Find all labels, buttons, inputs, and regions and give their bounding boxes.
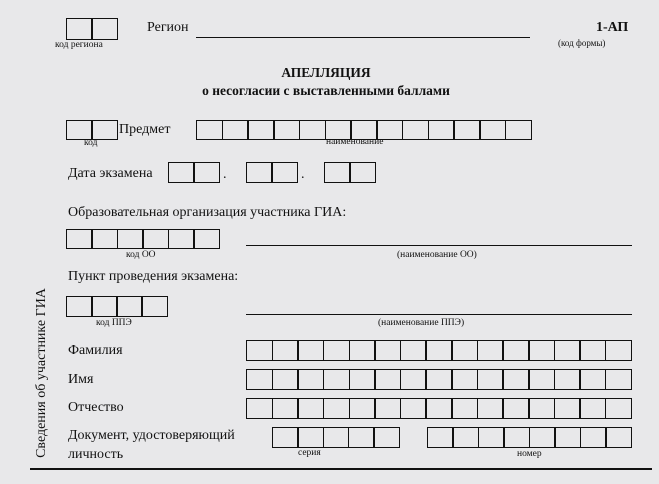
patronymic-cell[interactable] (451, 398, 478, 419)
organization-label: Образовательная организация участника ГИА: (68, 205, 347, 220)
name-cell[interactable] (323, 369, 350, 390)
surname-cell[interactable] (246, 340, 273, 361)
subject-code-caption: код (84, 138, 98, 148)
exam-point-label: Пункт проведения экзамена: (68, 269, 239, 284)
subject-name-cell[interactable] (273, 120, 300, 140)
name-label: Имя (68, 372, 94, 387)
name-cell[interactable] (425, 369, 452, 390)
page-subtitle: о несогласии с выставленными баллами (202, 83, 450, 98)
surname-cell[interactable] (297, 340, 324, 361)
region-code-caption: код региона (55, 40, 103, 50)
document-label-line2: личность (68, 447, 124, 462)
subject-name-cell[interactable] (479, 120, 506, 140)
region-code-cell[interactable] (66, 18, 93, 40)
document-number-cell[interactable] (580, 427, 607, 448)
subject-name-cell[interactable] (453, 120, 480, 140)
exam-point-code-cell[interactable] (116, 296, 143, 317)
document-number-cell[interactable] (503, 427, 530, 448)
form-code: 1-АП (596, 20, 629, 35)
exam-month-cell[interactable] (246, 162, 273, 183)
exam-day-cell[interactable] (193, 162, 220, 183)
exam-date-label: Дата экзамена (68, 166, 153, 181)
organization-name-caption: (наименование ОО) (397, 250, 477, 260)
name-cell[interactable] (374, 369, 401, 390)
bottom-divider (30, 468, 652, 470)
exam-point-name-line[interactable] (246, 314, 632, 315)
document-label-line1: Документ, удостоверяющий (68, 428, 235, 443)
document-series-cell[interactable] (297, 427, 324, 448)
name-cell[interactable] (605, 369, 632, 390)
patronymic-cell[interactable] (579, 398, 606, 419)
exam-month-cells[interactable] (246, 162, 298, 183)
organization-code-cell[interactable] (117, 229, 144, 249)
region-code-cell[interactable] (91, 18, 118, 40)
patronymic-cell[interactable] (477, 398, 504, 419)
name-cell[interactable] (297, 369, 324, 390)
document-number-cell[interactable] (478, 427, 505, 448)
subject-name-cell[interactable] (505, 120, 532, 140)
surname-label: Фамилия (68, 343, 123, 358)
document-series-caption: серия (298, 448, 321, 458)
organization-code-caption: код ОО (126, 250, 156, 260)
name-cell[interactable] (349, 369, 376, 390)
patronymic-cell[interactable] (349, 398, 376, 419)
surname-cell[interactable] (605, 340, 632, 361)
name-cell[interactable] (451, 369, 478, 390)
surname-cell[interactable] (451, 340, 478, 361)
document-number-cell[interactable] (427, 427, 454, 448)
document-number-cells[interactable] (427, 427, 632, 448)
subject-label: Предмет (119, 122, 171, 137)
surname-cell[interactable] (374, 340, 401, 361)
exam-point-code-cell[interactable] (91, 296, 118, 317)
name-cell[interactable] (477, 369, 504, 390)
patronymic-cell[interactable] (297, 398, 324, 419)
form-code-caption: (код формы) (558, 38, 606, 48)
patronymic-cell[interactable] (605, 398, 632, 419)
name-cell[interactable] (528, 369, 555, 390)
date-separator: . (301, 167, 305, 182)
organization-code-cell[interactable] (66, 229, 93, 249)
page-title: АПЕЛЛЯЦИЯ (281, 65, 371, 80)
surname-cell[interactable] (349, 340, 376, 361)
surname-cell[interactable] (272, 340, 299, 361)
subject-name-cell[interactable] (428, 120, 455, 140)
exam-month-cell[interactable] (271, 162, 298, 183)
organization-code-cell[interactable] (193, 229, 220, 249)
patronymic-cell[interactable] (425, 398, 452, 419)
surname-cell[interactable] (323, 340, 350, 361)
document-number-cell[interactable] (605, 427, 632, 448)
exam-year-cells[interactable] (324, 162, 376, 183)
exam-point-code-cells[interactable] (66, 296, 168, 317)
exam-point-code-cell[interactable] (66, 296, 93, 317)
patronymic-label: Отчество (68, 400, 124, 415)
document-number-caption: номер (517, 449, 542, 459)
subject-name-cell[interactable] (247, 120, 274, 140)
subject-name-cell[interactable] (402, 120, 429, 140)
participant-section-label: Сведения об участнике ГИА (34, 288, 49, 458)
patronymic-cells[interactable] (246, 398, 632, 419)
surname-cell[interactable] (502, 340, 529, 361)
exam-year-cell[interactable] (349, 162, 376, 183)
organization-code-cells[interactable] (66, 229, 220, 249)
patronymic-cell[interactable] (323, 398, 350, 419)
document-series-cell[interactable] (272, 427, 299, 448)
organization-code-cell[interactable] (91, 229, 118, 249)
document-series-cell[interactable] (323, 427, 350, 448)
surname-cell[interactable] (400, 340, 427, 361)
surname-cells[interactable] (246, 340, 632, 361)
name-cell[interactable] (246, 369, 273, 390)
document-number-cell[interactable] (529, 427, 556, 448)
exam-point-code-caption: код ППЭ (96, 318, 132, 328)
organization-code-cell[interactable] (168, 229, 195, 249)
subject-code-cell[interactable] (91, 120, 118, 140)
subject-code-cell[interactable] (66, 120, 93, 140)
surname-cell[interactable] (425, 340, 452, 361)
name-cell[interactable] (554, 369, 581, 390)
exam-day-cells[interactable] (168, 162, 220, 183)
patronymic-cell[interactable] (528, 398, 555, 419)
surname-cell[interactable] (579, 340, 606, 361)
subject-name-cell[interactable] (196, 120, 223, 140)
name-cells[interactable] (246, 369, 632, 390)
patronymic-cell[interactable] (400, 398, 427, 419)
region-label: Регион (147, 20, 189, 35)
date-separator: . (223, 167, 227, 182)
document-series-cell[interactable] (348, 427, 375, 448)
surname-cell[interactable] (528, 340, 555, 361)
subject-name-cell[interactable] (299, 120, 326, 140)
exam-year-cell[interactable] (324, 162, 351, 183)
patronymic-cell[interactable] (272, 398, 299, 419)
name-cell[interactable] (579, 369, 606, 390)
document-series-cells[interactable] (272, 427, 400, 448)
exam-day-cell[interactable] (168, 162, 195, 183)
patronymic-cell[interactable] (374, 398, 401, 419)
region-name-line[interactable] (196, 37, 530, 38)
document-number-cell[interactable] (452, 427, 479, 448)
subject-name-caption: наименование (326, 137, 384, 147)
name-cell[interactable] (502, 369, 529, 390)
surname-cell[interactable] (554, 340, 581, 361)
patronymic-cell[interactable] (554, 398, 581, 419)
patronymic-cell[interactable] (502, 398, 529, 419)
subject-code-cells[interactable] (66, 120, 118, 140)
subject-name-cell[interactable] (222, 120, 249, 140)
name-cell[interactable] (272, 369, 299, 390)
organization-name-line[interactable] (246, 245, 632, 246)
region-code-cells[interactable] (66, 18, 118, 40)
organization-code-cell[interactable] (142, 229, 169, 249)
exam-point-name-caption: (наименование ППЭ) (378, 318, 465, 328)
patronymic-cell[interactable] (246, 398, 273, 419)
exam-point-code-cell[interactable] (141, 296, 168, 317)
name-cell[interactable] (400, 369, 427, 390)
document-series-cell[interactable] (373, 427, 400, 448)
surname-cell[interactable] (477, 340, 504, 361)
document-number-cell[interactable] (554, 427, 581, 448)
